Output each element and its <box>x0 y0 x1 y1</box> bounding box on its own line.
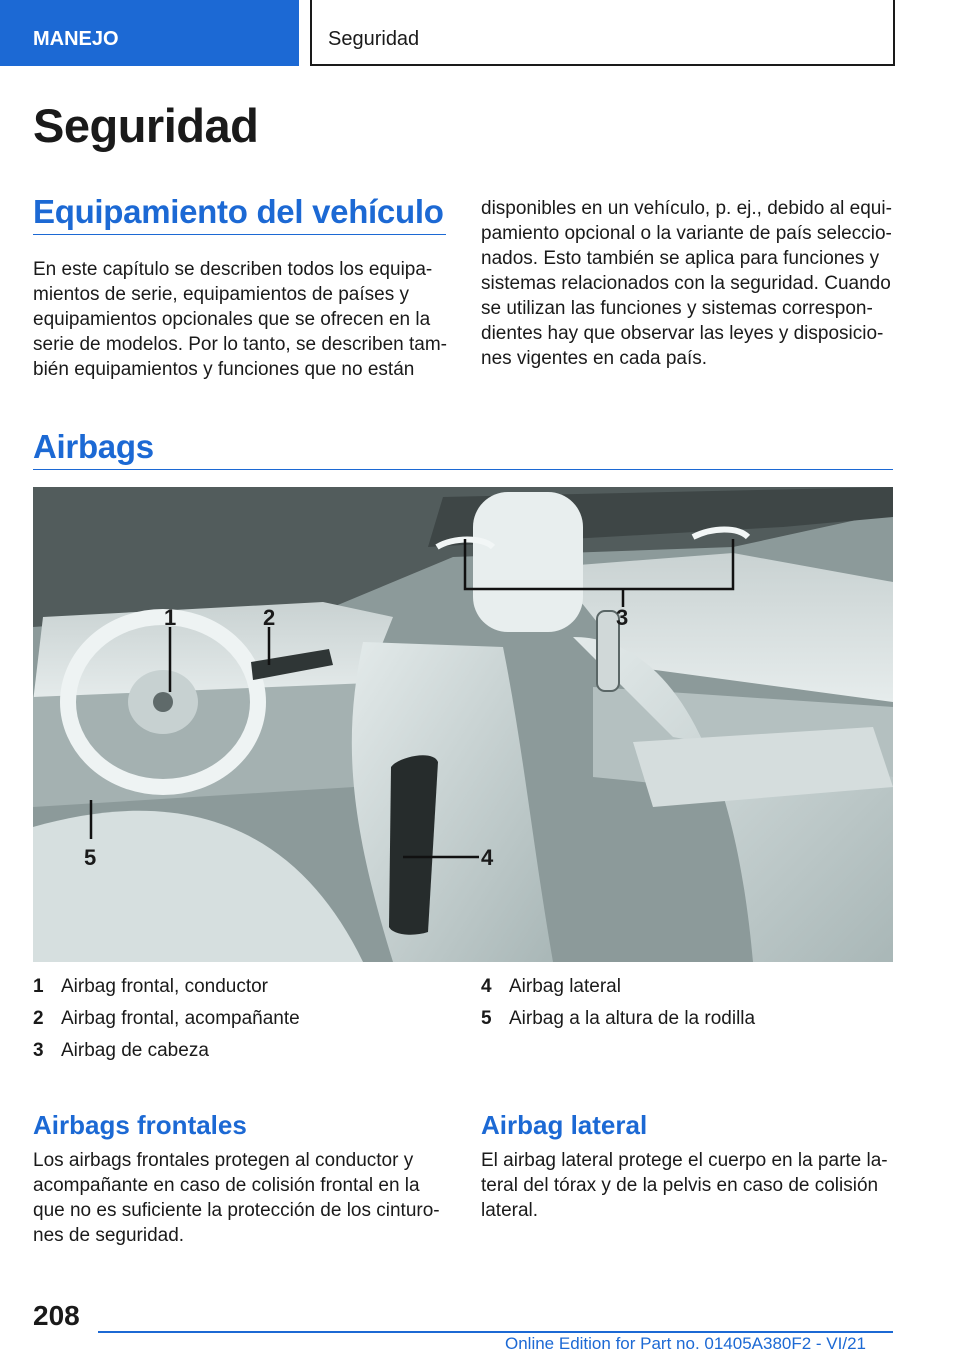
legend-number: 3 <box>33 1040 44 1061</box>
legend-label: Airbag a la altura de la rodilla <box>509 1008 756 1029</box>
legend-item <box>481 976 755 1008</box>
equipment-col2-line: disponibles en un vehículo, p. ej., debido al equi- <box>481 198 892 219</box>
lateral-text <box>481 1148 888 1223</box>
page-title: Seguridad <box>33 99 259 152</box>
legend-number: 2 <box>33 1008 44 1029</box>
frontales-heading: Airbags frontales <box>33 1110 247 1140</box>
frontales-line: nes de seguridad. <box>33 1225 185 1246</box>
equipment-col2-line: pamiento opcional o la variante de país seleccio- <box>481 223 892 244</box>
equipment-col1-line: bién equipamientos y funciones que no están <box>33 359 415 380</box>
airbags-heading: Airbags <box>33 428 154 465</box>
legend-label: Airbag lateral <box>509 976 621 997</box>
frontales-text <box>33 1148 440 1248</box>
edition-footer: Online Edition for Part no. 01405A380F2 - VI/21 <box>505 1334 867 1353</box>
equipment-heading: Equipamiento del vehículo <box>33 193 444 230</box>
equipment-col2-line: nados. Esto también se aplica para funciones y <box>481 248 880 269</box>
car-interior-drawing <box>33 487 893 962</box>
equipment-col1-line: En este capítulo se describen todos los equipa- <box>33 259 433 280</box>
figure-callout: 4 <box>481 845 494 870</box>
lateral-line: lateral. <box>481 1200 539 1221</box>
figure-callout: 1 <box>164 605 177 630</box>
legend-item <box>33 1040 300 1072</box>
legend-number: 4 <box>481 976 492 997</box>
lateral-heading: Airbag lateral <box>481 1110 648 1140</box>
legend-left <box>33 976 300 1072</box>
legend-item <box>33 1008 300 1040</box>
equipment-col2-line: se utilizan las funciones y sistemas correspon- <box>481 298 873 319</box>
figure-callout: 3 <box>616 605 629 630</box>
legend-item <box>33 976 300 1008</box>
equipment-heading-rule <box>33 234 446 235</box>
airbag-illustration <box>33 487 893 962</box>
legend-label: Airbag de cabeza <box>61 1040 209 1061</box>
legend-right <box>481 976 755 1040</box>
legend-number: 1 <box>33 976 44 997</box>
frontales-line: que no es suficiente la protección de los cinturo- <box>33 1200 440 1221</box>
frontales-line: acompañante en caso de colisión frontal en la <box>33 1175 420 1196</box>
equipment-col1-line: mientos de serie, equipamientos de países y <box>33 284 409 305</box>
equipment-col2-line: sistemas relacionados con la seguridad. Cuando <box>481 273 891 294</box>
chapter-tab: Seguridad <box>310 0 895 66</box>
figure-callout: 5 <box>84 845 97 870</box>
equipment-col1-line: equipamientos opcionales que se ofrecen en la <box>33 309 431 330</box>
legend-number: 5 <box>481 1008 492 1029</box>
legend-label: Airbag frontal, conductor <box>61 976 269 997</box>
equipment-col1 <box>33 257 447 382</box>
equipment-col2-line: nes vigentes en cada país. <box>481 348 708 369</box>
legend-item <box>481 1008 755 1040</box>
equipment-col2 <box>481 196 892 371</box>
page-number: 208 <box>33 1300 80 1331</box>
lateral-line: teral del tórax y de la pelvis en caso de colisión <box>481 1175 879 1196</box>
section-tab: MANEJO <box>0 0 299 66</box>
figure-callout: 2 <box>263 605 276 630</box>
lateral-line: El airbag lateral protege el cuerpo en la parte la- <box>481 1150 888 1171</box>
frontales-line: Los airbags frontales protegen al conductor y <box>33 1150 414 1171</box>
equipment-col1-line: serie de modelos. Por lo tanto, se describen tam- <box>33 334 447 355</box>
footer-rule <box>98 1331 893 1333</box>
airbags-heading-rule <box>33 469 893 470</box>
equipment-col2-line: dientes hay que observar las leyes y disposicio- <box>481 323 884 344</box>
legend-label: Airbag frontal, acompañante <box>61 1008 300 1029</box>
